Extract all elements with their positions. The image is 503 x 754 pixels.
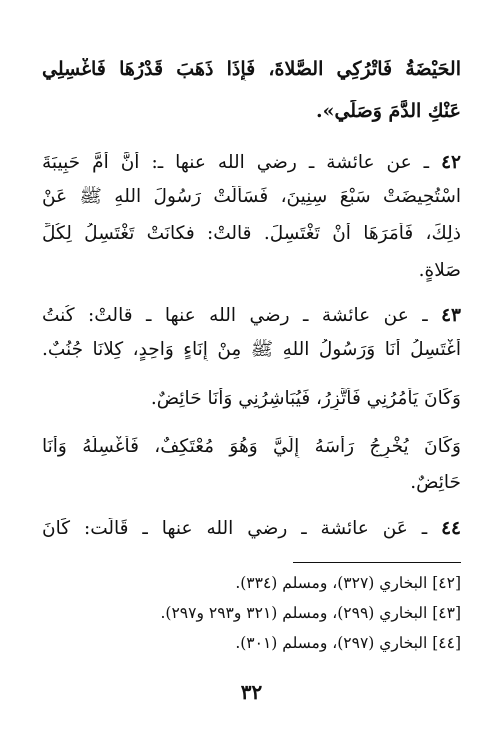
page-number: ٣٢ [240, 680, 263, 704]
hadith-intro: ـ عَن عائشة ـ رضي الله عنها ـ قَالَت: كَانَ [42, 518, 428, 539]
hadith-number: ٤٢ [441, 152, 461, 173]
text-line: وَكَانَ يُخْرِجُ رَأْسَهُ إِلَيَّ وَهُوَ مُعْتَكِفٌ، فَأَغْسِلُهُ وَأَنَا [42, 436, 461, 457]
hadith-heading-42 [42, 152, 461, 174]
text-line: صَلاةٍ. [418, 260, 461, 281]
footnote: [٤٣] البخاري (٢٩٩)، ومسلم (٣٢١ و٢٩٣ و٢٩٧). [160, 604, 461, 622]
hadith-number: ٤٤ [441, 518, 461, 539]
text-line: عَنْكِ الدَّمَ وَصَلِّي». [315, 100, 461, 122]
text-line: وَكَانَ يَأْمُرُنِي فَأَتَّزِرُ، فَيُبَاشِرُنِي وَأَنَا حَائِضٌ. [150, 388, 461, 409]
hadith-number: ٤٣ [441, 305, 461, 326]
text-line: أَغْتَسِلُ أَنَا وَرَسُولُ اللهِ ﷺ مِنْ إِنَاءٍ وَاحِدٍ، كِلانَا جُنُبٌ. [42, 339, 461, 360]
footnote: [٤٤] البخاري (٢٩٧)، ومسلم (٣٠١). [235, 634, 461, 652]
hadith-heading-43 [42, 305, 461, 327]
text-line: حَائِضٌ. [410, 472, 461, 493]
hadith-heading-44 [42, 518, 461, 540]
text-line: الحَيْضَةُ فَاتْرُكِي الصَّلاةَ، فَإِذَا ذَهَبَ قَدْرُهَا فَاغْسِلِي [42, 58, 461, 80]
hadith-intro: ـ عن عائشة ـ رضي الله عنها ـ: أَنَّ أُمَّ حَبِيبَةَ [42, 152, 430, 173]
footnote: [٤٢] البخاري (٣٢٧)، ومسلم (٣٣٤). [235, 574, 461, 592]
hadith-intro: ـ عن عائشة ـ رضي الله عنها ـ قالتْ: كُنتُ [42, 305, 428, 326]
footnote-divider [293, 562, 461, 563]
text-line: اسْتُحِيضَتْ سَبْعَ سِنِينَ، فَسَأَلَتْ رَسُولَ اللهِ ﷺ عَنْ [42, 186, 461, 207]
text-line: ذلِكَ، فَأَمَرَهَا أَنْ تَغْتَسِلَ. قالتْ: فكانَتْ تَغْتَسِلُ لِكُلِّ [42, 223, 461, 244]
